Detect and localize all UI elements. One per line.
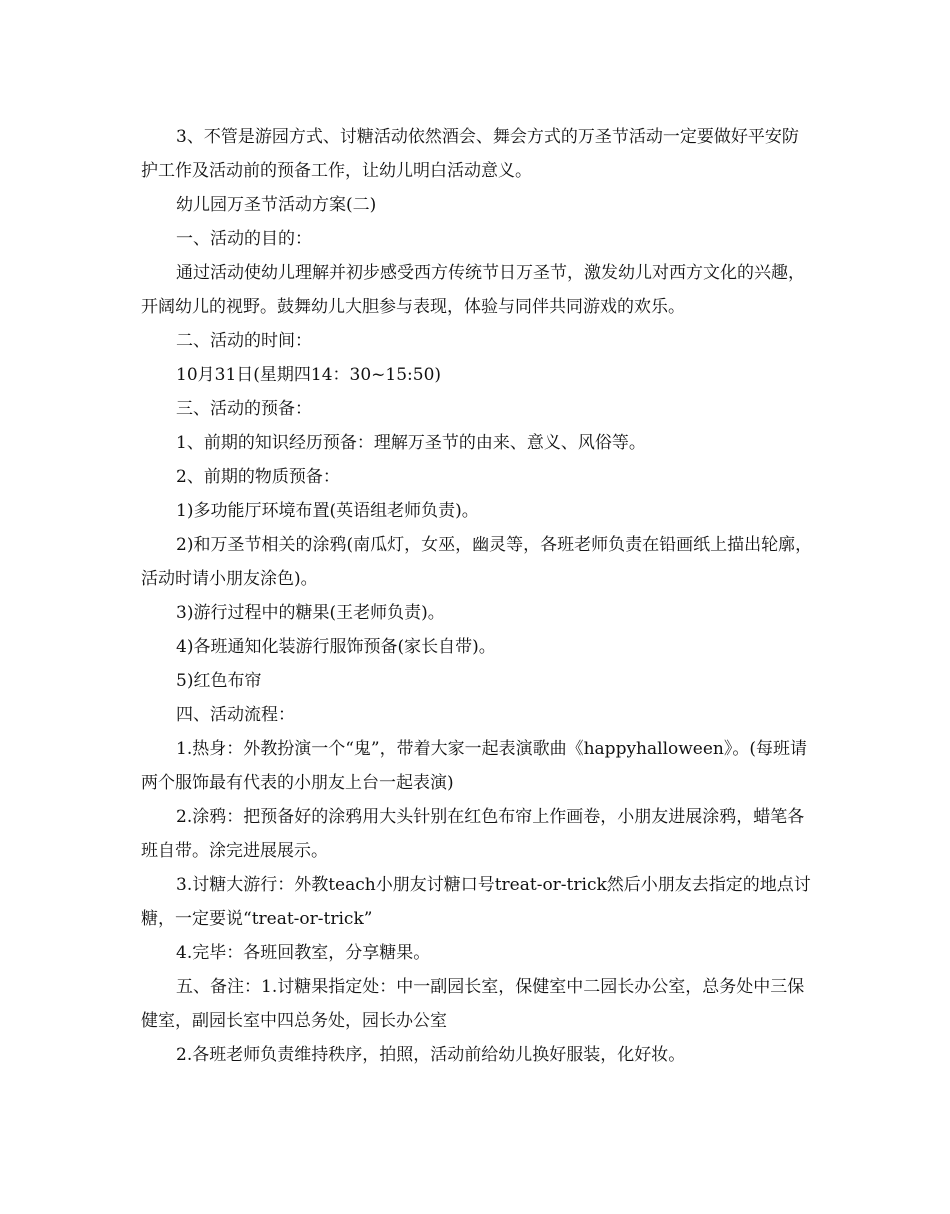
item-material-preparation: 2、前期的物质预备： <box>176 467 340 487</box>
item-knowledge-preparation: 1、前期的知识经历预备：理解万圣节的由来、意义、风俗等。 <box>176 433 646 453</box>
heading-activity-preparation: 三、活动的预备： <box>176 399 312 419</box>
list-item-hall-decoration: 1)多功能厅环境布置(英语组老师负责)。 <box>176 501 479 521</box>
paragraph-teacher-duties: 2.各班老师负责维持秩序，拍照，活动前给幼儿换好服装，化好妆。 <box>176 1045 686 1065</box>
step-graffiti: 2.涂鸦：把预备好的涂鸦用大头针别在红色布帘上作画卷，小朋友进展涂鸦，蜡笔各班自带。涂完进展展示。 <box>141 807 805 861</box>
list-item-red-curtain: 5)红色布帘 <box>176 671 262 691</box>
heading-activity-purpose: 一、活动的目的： <box>176 229 312 249</box>
heading-activity-process: 四、活动流程： <box>176 705 295 725</box>
document-body <box>141 120 813 1072</box>
paragraph-remarks: 五、备注：1.讨糖果指定处：中一副园长室，保健室中二园长办公室，总务处中三保健室，副园长室中四总务处，园长办公室 <box>141 977 805 1031</box>
step-candy-parade: 3.讨糖大游行：外教teach小朋友讨糖口号treat-or-trick然后小朋友去指定的地点讨糖，一定要说“treat-or-trick” <box>141 875 811 929</box>
heading-activity-time: 二、活动的时间： <box>176 331 312 351</box>
list-item-candy: 3)游行过程中的糖果(王老师负责)。 <box>176 603 445 623</box>
list-item-graffiti: 2)和万圣节相关的涂鸦(南瓜灯，女巫，幽灵等，各班老师负责在铅画纸上描出轮廓，活动时请小朋友涂色)。 <box>141 535 813 589</box>
section-title-plan-two: 幼儿园万圣节活动方案(二) <box>176 195 377 215</box>
paragraph-safety-note: 3、不管是游园方式、讨糖活动依然酒会、舞会方式的万圣节活动一定要做好平安防护工作及活动前的预备工作，让幼儿明白活动意义。 <box>141 127 799 181</box>
step-finish: 4.完毕：各班回教室，分享糖果。 <box>176 943 431 963</box>
list-item-costumes: 4)各班通知化装游行服饰预备(家长自带)。 <box>176 637 496 657</box>
paragraph-activity-time: 10月31日(星期四14：30~15:50) <box>176 365 442 385</box>
paragraph-activity-purpose: 通过活动使幼儿理解并初步感受西方传统节日万圣节，激发幼儿对西方文化的兴趣，开阔幼儿的视野。鼓舞幼儿大胆参与表现，体验与同伴共同游戏的欢乐。 <box>141 263 805 317</box>
step-warm-up: 1.热身：外教扮演一个“鬼”，带着大家一起表演歌曲《happyhalloween》。(每班请两个服饰最有代表的小朋友上台一起表演) <box>141 739 807 793</box>
